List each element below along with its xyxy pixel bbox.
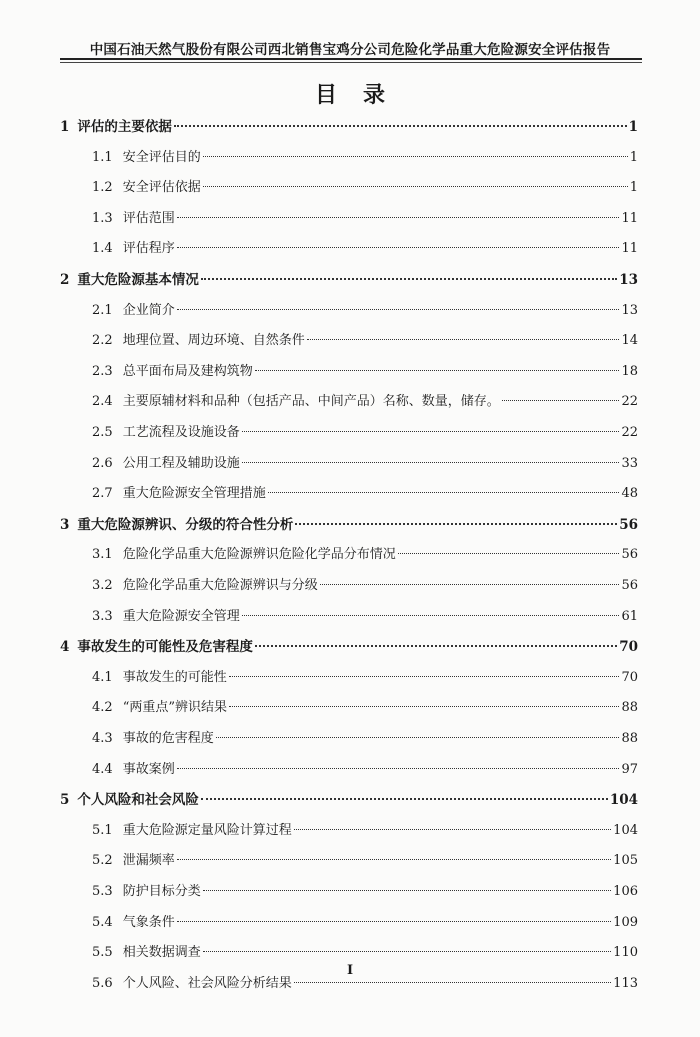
toc-entry-number: 3.1 — [92, 547, 113, 562]
toc-entry-title: 危险化学品重大危险源辨识危险化学品分布情况 — [122, 547, 396, 562]
toc-entry-number: 1 — [60, 119, 70, 135]
toc-entry-title: 安全评估目的 — [122, 150, 201, 165]
toc-entry-page: 1 — [628, 119, 638, 135]
toc-dot-leader — [229, 706, 619, 707]
toc-entry-title: 公用工程及辅助设施 — [122, 456, 240, 471]
toc-entry-page: 70 — [621, 670, 638, 685]
toc-dot-leader — [201, 278, 617, 280]
toc-section-entry[interactable] — [92, 331, 638, 351]
page-number: I — [346, 963, 354, 978]
toc-dot-leader — [177, 247, 620, 248]
toc-entry-number: 2.5 — [92, 425, 113, 440]
toc-entry-page: 11 — [621, 211, 638, 226]
toc-entry-number: 1.3 — [92, 211, 113, 226]
toc-chapter-entry[interactable] — [60, 790, 638, 810]
toc-entry-page: 104 — [609, 792, 638, 808]
toc-entry-number: 2.7 — [92, 486, 113, 501]
toc-entry-number: 1.4 — [92, 241, 113, 256]
toc-entry-number: 5.4 — [92, 915, 113, 930]
toc-entry-page: 110 — [613, 945, 638, 960]
toc-entry-title: 个人风险和社会风险 — [77, 792, 199, 808]
toc-entry-number: 4.4 — [92, 762, 113, 777]
toc-dot-leader — [255, 645, 617, 647]
toc-entry-page: 18 — [621, 364, 638, 379]
toc-section-entry[interactable] — [92, 913, 638, 933]
toc-entry-title: 主要原辅材料和品种（包括产品、中间产品）名称、数量，储存。 — [122, 394, 500, 409]
toc-entry-page: 88 — [621, 731, 638, 746]
toc-dot-leader — [502, 400, 620, 401]
toc-entry-title: 重大危险源安全管理 — [122, 609, 240, 624]
toc-entry-title: 企业简介 — [122, 303, 175, 318]
toc-entry-title: 工艺流程及设施设备 — [122, 425, 240, 440]
toc-entry-page: 105 — [613, 853, 638, 868]
toc-dot-leader — [320, 584, 620, 585]
toc-entry-number: 2 — [60, 272, 70, 288]
toc-section-entry[interactable] — [92, 729, 638, 749]
toc-entry-number: 4.1 — [92, 670, 113, 685]
toc-entry-title: 事故案例 — [122, 762, 175, 777]
toc-entry-page: 97 — [621, 762, 638, 777]
toc-entry-title: 泄漏频率 — [122, 853, 175, 868]
toc-dot-leader — [174, 125, 627, 127]
toc-dot-leader — [398, 553, 620, 554]
toc-dot-leader — [177, 309, 620, 310]
toc-dot-leader — [216, 737, 620, 738]
toc-entry-number: 1.1 — [92, 150, 113, 165]
toc-dot-leader — [242, 431, 620, 432]
toc-entry-page: 56 — [619, 517, 638, 533]
toc-entry-number: 4 — [60, 639, 70, 655]
toc-section-entry[interactable] — [92, 209, 638, 229]
toc-entry-number: 5.1 — [92, 823, 113, 838]
toc-entry-number: 2.6 — [92, 456, 113, 471]
toc-section-entry[interactable] — [92, 362, 638, 382]
toc-section-entry[interactable] — [92, 178, 638, 198]
toc-entry-number: 5.5 — [92, 945, 113, 960]
toc-chapter-entry[interactable] — [60, 117, 638, 137]
header-rule — [60, 58, 642, 60]
toc-dot-leader — [268, 492, 620, 493]
toc-entry-page: 11 — [621, 241, 638, 256]
toc-entry-title: 气象条件 — [122, 915, 175, 930]
toc-entry-title: 评估程序 — [122, 241, 175, 256]
toc-dot-leader — [201, 798, 608, 800]
toc-entry-title: 安全评估依据 — [122, 180, 201, 195]
toc-dot-leader — [295, 523, 617, 525]
toc-section-entry[interactable] — [92, 239, 638, 259]
toc-entry-number: 4.3 — [92, 731, 113, 746]
toc-dot-leader — [177, 217, 620, 218]
toc-entry-title: 事故发生的可能性及危害程度 — [77, 639, 253, 655]
toc-entry-number: 2.3 — [92, 364, 113, 379]
toc-entry-page: 61 — [621, 609, 638, 624]
toc-entry-number: 3.2 — [92, 578, 113, 593]
toc-entry-number: 5.6 — [92, 976, 113, 991]
toc-chapter-entry[interactable] — [60, 515, 638, 535]
toc-entry-page: 48 — [621, 486, 638, 501]
toc-dot-leader — [294, 982, 611, 983]
toc-entry-title: 个人风险、社会风险分析结果 — [122, 976, 292, 991]
toc-entry-number: 5 — [60, 792, 70, 808]
toc-dot-leader — [203, 890, 611, 891]
toc-dot-leader — [242, 615, 620, 616]
toc-entry-page: 70 — [619, 639, 638, 655]
toc-section-entry[interactable] — [92, 454, 638, 474]
toc-entry-number: 2.1 — [92, 303, 113, 318]
toc-entry-number: 3 — [60, 517, 70, 533]
toc-chapter-entry[interactable] — [60, 270, 638, 290]
toc-section-entry[interactable] — [92, 668, 638, 688]
toc-entry-title: 重大危险源安全管理措施 — [122, 486, 266, 501]
toc-chapter-entry[interactable] — [60, 637, 638, 657]
toc-section-entry[interactable] — [92, 607, 638, 627]
toc-section-entry[interactable] — [92, 576, 638, 596]
toc-entry-number: 5.2 — [92, 853, 113, 868]
toc-dot-leader — [229, 676, 620, 677]
toc-entry-title: “两重点”辨识结果 — [122, 700, 227, 715]
toc-section-entry[interactable] — [92, 851, 638, 871]
toc-entry-page: 56 — [621, 547, 638, 562]
toc-entry-title: 危险化学品重大危险源辨识与分级 — [122, 578, 318, 593]
toc-entry-title: 事故的危害程度 — [122, 731, 214, 746]
toc-entry-title: 评估的主要依据 — [77, 119, 172, 135]
toc-dot-leader — [203, 951, 611, 952]
toc-section-entry[interactable] — [92, 760, 638, 780]
toc-section-entry[interactable] — [92, 484, 638, 504]
toc-entry-page: 56 — [621, 578, 638, 593]
toc-dot-leader — [203, 186, 628, 187]
toc-entry-number: 3.3 — [92, 609, 113, 624]
toc-entry-page: 104 — [613, 823, 638, 838]
toc-entry-page: 14 — [621, 333, 638, 348]
toc-entry-title: 重大危险源定量风险计算过程 — [122, 823, 292, 838]
toc-dot-leader — [294, 829, 611, 830]
toc-entry-page: 1 — [629, 180, 638, 195]
toc-section-entry[interactable] — [92, 301, 638, 321]
toc-entry-page: 113 — [613, 976, 638, 991]
toc-entry-number: 5.3 — [92, 884, 113, 899]
toc-entry-page: 22 — [621, 425, 638, 440]
toc-section-entry[interactable] — [92, 423, 638, 443]
toc-entry-page: 1 — [629, 150, 638, 165]
toc-section-entry[interactable] — [92, 392, 638, 412]
toc-dot-leader — [255, 370, 620, 371]
toc-entry-title: 总平面布局及建构筑物 — [122, 364, 253, 379]
toc-entry-number: 4.2 — [92, 700, 113, 715]
toc-entry-page: 109 — [613, 915, 638, 930]
toc-entry-title: 地理位置、周边环境、自然条件 — [122, 333, 305, 348]
toc-entry-number: 1.2 — [92, 180, 113, 195]
toc-entry-title: 防护目标分类 — [122, 884, 201, 899]
header-rule-thin — [60, 62, 642, 63]
toc-entry-title: 重大危险源基本情况 — [77, 272, 199, 288]
toc-section-entry[interactable] — [92, 148, 638, 168]
toc-entry-title: 评估范围 — [122, 211, 175, 226]
toc-entry-title: 重大危险源辨识、分级的符合性分析 — [77, 517, 294, 533]
toc-section-entry[interactable] — [92, 882, 638, 902]
toc-section-entry[interactable] — [92, 545, 638, 565]
toc-entry-number: 2.2 — [92, 333, 113, 348]
toc-entry-page: 106 — [613, 884, 638, 899]
toc-dot-leader — [307, 339, 620, 340]
toc-section-entry[interactable] — [92, 698, 638, 718]
running-header: 中国石油天然气股份有限公司西北销售宝鸡分公司危险化学品重大危险源安全评估报告 — [89, 42, 611, 58]
toc-entry-page: 88 — [621, 700, 638, 715]
toc-entry-title: 事故发生的可能性 — [122, 670, 227, 685]
toc-entry-page: 22 — [621, 394, 638, 409]
toc-entry-title: 相关数据调查 — [122, 945, 201, 960]
toc-dot-leader — [203, 156, 628, 157]
toc-entry-page: 33 — [621, 456, 638, 471]
toc-section-entry[interactable] — [92, 821, 638, 841]
toc-entry-page: 13 — [621, 303, 638, 318]
toc-dot-leader — [177, 921, 611, 922]
toc-title: 目录 — [314, 82, 411, 108]
toc-dot-leader — [177, 859, 611, 860]
toc-dot-leader — [177, 768, 620, 769]
toc-entry-page: 13 — [619, 272, 638, 288]
toc-entry-number: 2.4 — [92, 394, 113, 409]
toc-section-entry[interactable] — [92, 943, 638, 963]
toc-dot-leader — [242, 462, 620, 463]
